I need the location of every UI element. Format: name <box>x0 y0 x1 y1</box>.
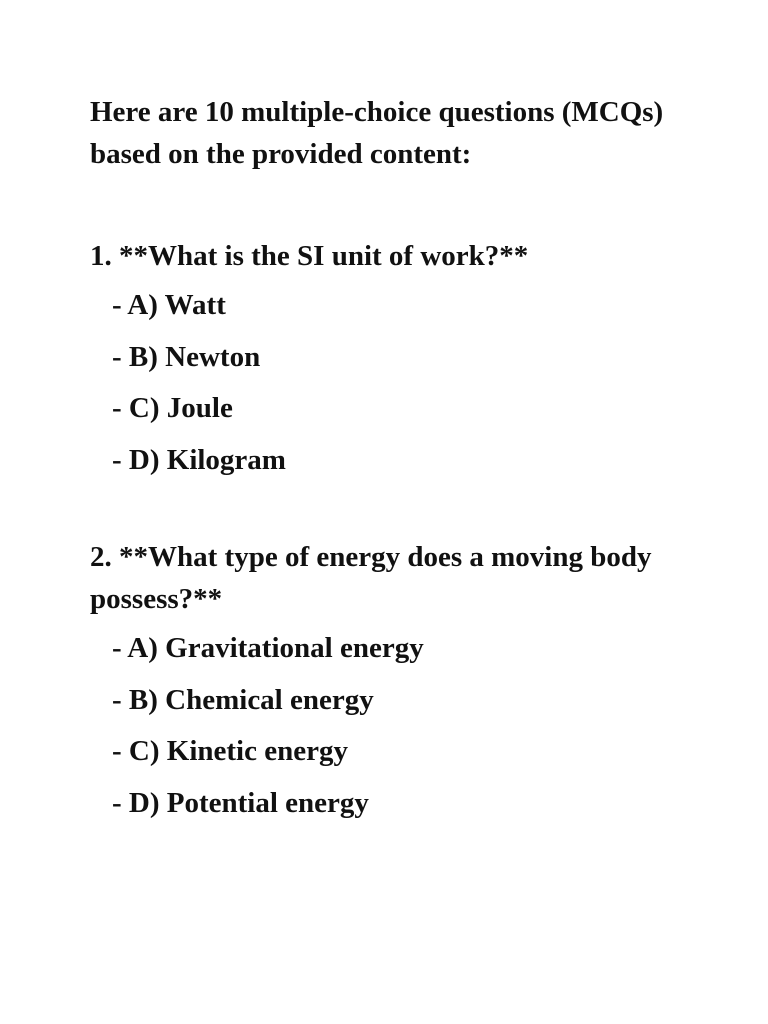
question-1-options <box>90 280 710 486</box>
question-2-title: 2. **What type of energy does a moving body possess?** <box>90 541 652 615</box>
question-1-option-a: - A) Watt <box>112 289 226 321</box>
question-1-option-b: - B) Newton <box>112 340 261 373</box>
question-1-option-c: - C) Joule <box>112 392 233 424</box>
question-2-options <box>90 623 710 829</box>
question-2-option-d: - D) Potential energy <box>112 786 369 819</box>
question-2-option-c: - C) Kinetic energy <box>112 735 348 767</box>
question-2-option-b: - B) Chemical energy <box>112 683 374 716</box>
question-1-option-d: - D) Kilogram <box>112 443 286 476</box>
question-1 <box>90 235 710 486</box>
question-2-option-a: - A) Gravitational energy <box>112 632 424 664</box>
intro-text: Here are 10 multiple-choice questions (MCQs) based on the provided content: <box>90 96 664 170</box>
question-2 <box>90 536 710 829</box>
document-content <box>90 91 710 829</box>
question-1-title: 1. **What is the SI unit of work?** <box>90 240 529 272</box>
